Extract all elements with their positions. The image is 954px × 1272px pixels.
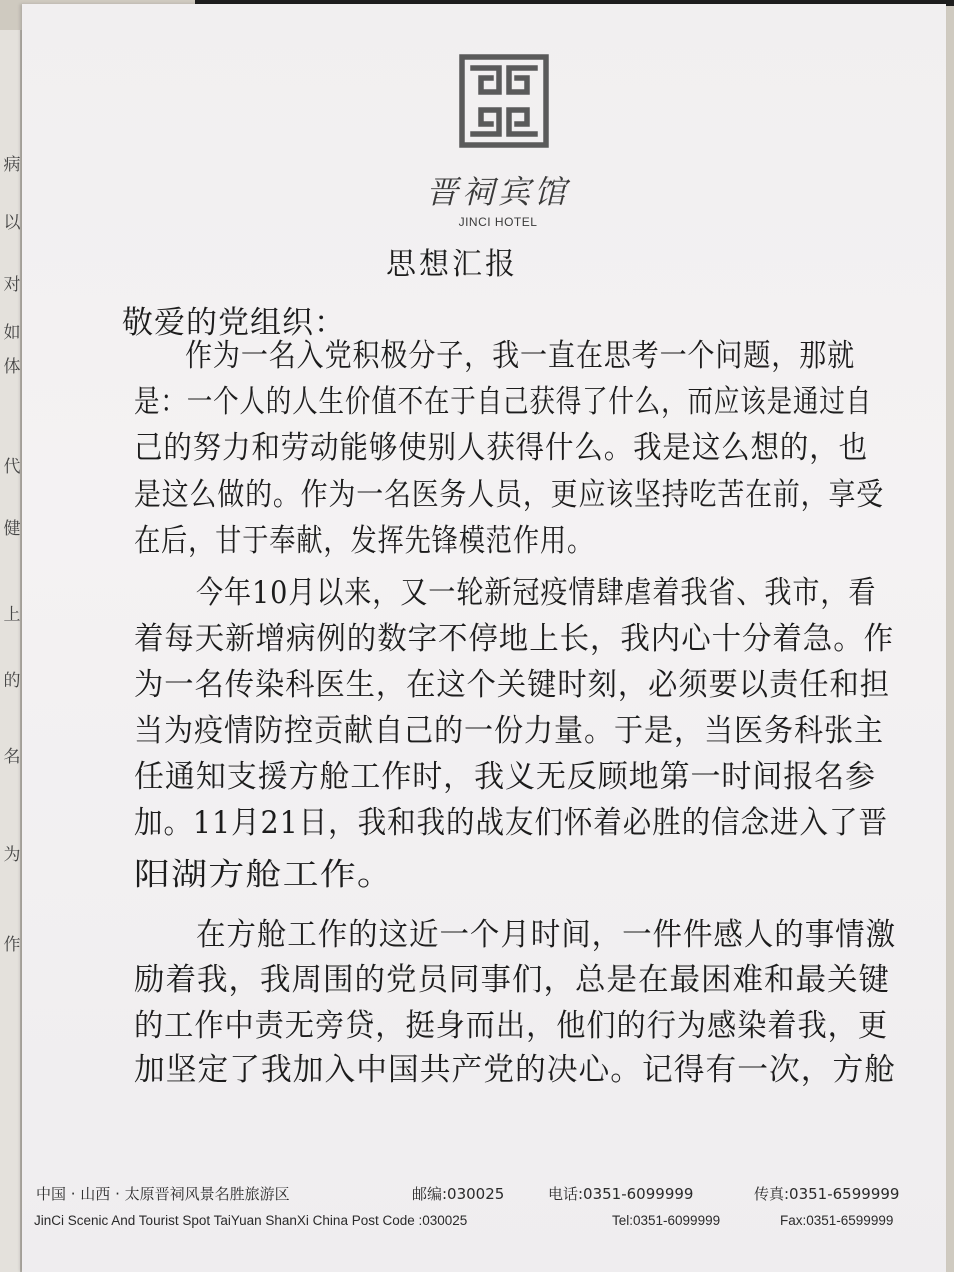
footer-fax-en: Fax:0351-6599999 <box>780 1213 894 1228</box>
underlying-char: 的 <box>3 671 21 691</box>
letter-line: 作为一名入党积极分子，我一直在思考一个问题，那就 <box>185 338 855 374</box>
letter-line: 今年10月以来，又一轮新冠疫情肆虐着我省、我市，看 <box>196 575 877 611</box>
footer-address-zh: 中国 · 山西 · 太原晋祠风景名胜旅游区 <box>36 1185 290 1203</box>
footer-tel-zh: 电话:0351-6099999 <box>548 1185 694 1203</box>
letter-line: 是这么做的。作为一名医务人员，更应该坚持吃苦在前，享受 <box>134 477 884 513</box>
letter-line: 在后，甘于奉献，发挥先锋模范作用。 <box>134 523 594 559</box>
letter-line: 为一名传染科医生，在这个关键时刻，必须要以责任和担 <box>134 667 890 703</box>
underlying-char: 作 <box>3 935 21 955</box>
letter-line: 己的努力和劳动能够使别人获得什么。我是这么想的，也 <box>134 430 868 466</box>
underlying-char: 病 <box>3 155 21 175</box>
letter-line: 着每天新增病例的数字不停地上长，我内心十分着急。作 <box>134 621 894 657</box>
hotel-name-zh: 晋祠宾馆 <box>425 173 570 211</box>
footer-postcode-zh: 邮编:030025 <box>412 1185 505 1203</box>
footer-address-en: JinCi Scenic And Tourist Spot TaiYuan ShanXi China Post Code :030025 <box>34 1213 468 1228</box>
letter-line: 励着我，我周围的党员同事们，总是在最困难和最关键 <box>134 962 890 998</box>
footer-tel-en: Tel:0351-6099999 <box>612 1213 721 1228</box>
letter-line: 当为疫情防控贡献自己的一份力量。于是，当医务科张主 <box>134 713 884 749</box>
underlying-char: 体 <box>3 357 21 377</box>
footer-fax-zh: 传真:0351-6599999 <box>754 1185 900 1203</box>
underlying-char: 对 <box>3 275 21 295</box>
underlying-char: 健 <box>3 519 21 539</box>
underlying-char: 名 <box>3 747 21 767</box>
letter-line: 在方舱工作的这近一个月时间，一件件感人的事情激 <box>196 917 896 953</box>
salutation: 敬爱的党组织： <box>122 305 346 341</box>
letter-line: 阳湖方舱工作。 <box>134 857 394 893</box>
meander-square-emblem-icon <box>459 54 549 148</box>
hotel-name-en: JINCI HOTEL <box>458 215 538 229</box>
letter-line: 的工作中责无旁贷，挺身而出，他们的行为感染着我，更 <box>134 1008 888 1044</box>
underlying-char: 代 <box>3 457 21 477</box>
document-title: 思想汇报 <box>386 247 518 282</box>
underlying-char: 为 <box>3 845 21 865</box>
letter-line: 加。11月21日，我和我的战友们怀着必胜的信念进入了晋 <box>134 805 888 841</box>
letter-line: 是：一个人的人生价值不在于自己获得了什么，而应该是通过自 <box>134 384 872 420</box>
letter-line: 加坚定了我加入中国共产党的决心。记得有一次，方舱 <box>134 1052 896 1088</box>
underlying-char: 如 <box>3 323 21 343</box>
underlying-char: 以 <box>3 213 21 233</box>
letter-line: 任通知支援方舱工作时，我义无反顾地第一时间报名参 <box>134 759 876 795</box>
underlying-char: 上 <box>3 605 21 625</box>
